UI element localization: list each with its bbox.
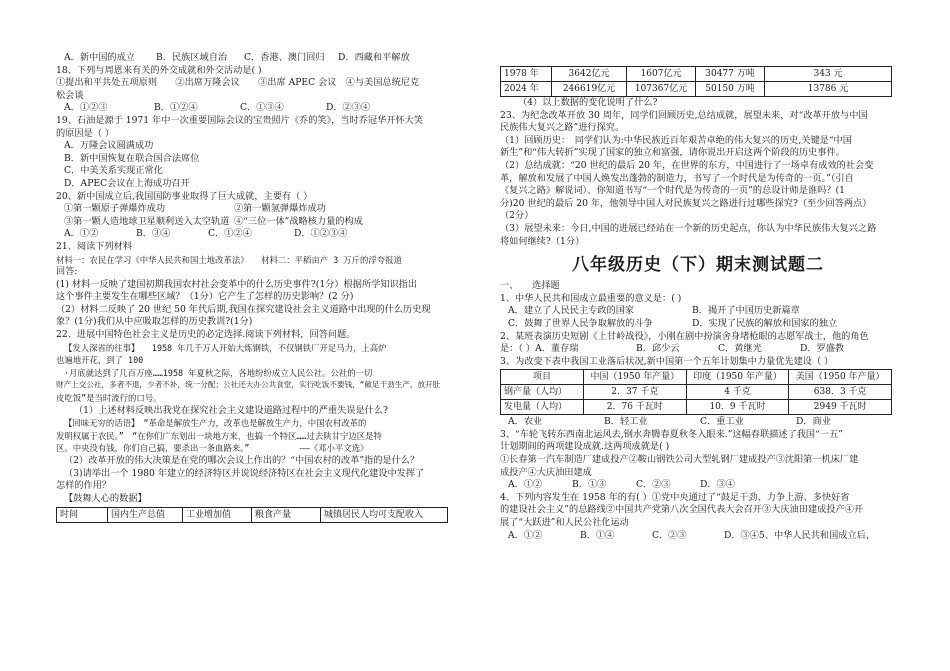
left-page <box>56 52 452 523</box>
q20-items-1 <box>56 203 452 216</box>
q23-sub3: （3）展望未来：今日,中国的进展已经站在一个新的历史起点，你认为中华民族伟大复兴之路 <box>500 222 877 234</box>
p2-option-d: D．罗盛教 <box>800 343 845 355</box>
table-cell: 2949 千瓦时 <box>789 400 892 415</box>
q19-option-c: C．中美关系实现正常化 <box>64 165 163 177</box>
p1-option-b: B．揭开了中国历史新篇章 <box>692 305 800 317</box>
q21-sub1-cont: 这个事件主要发生在哪些区域？（1分）它产生了怎样的历史影响？(2 分) <box>56 291 354 303</box>
q22-material-1d: 财产上交公社，多者不退，少者不补，统一分配；公社还大办公共食堂，实行吃饭不要钱，“敞足干劲生产，放开肚 <box>56 380 441 390</box>
p3b-option-b: B．①③ <box>572 479 607 491</box>
p3b-items: ①长春第一汽车制造厂建成投产②鞍山钢铁公司大型轧钢厂建成投产③沈阳第一机床厂建 <box>500 454 859 466</box>
p3b-option-a: A．①② <box>508 479 543 491</box>
q22-sub3: （3)请举出一个 1980 年建立的经济特区并说说经济特区在社会主义现代化建设中发挥了 <box>64 467 425 479</box>
q22-sub1: （1）上述材料反映出我党在探究社会主义建设道路过程中的严重失误是什么? <box>74 404 388 416</box>
q17-option-b: B．民族区域自治 <box>156 52 228 63</box>
q22-material-2c: 区。中央没有钱，你们自己搞，要杀出一条血路来。” ——《邓小平文选》 <box>56 443 369 454</box>
p1-options-2 <box>500 318 896 331</box>
table-cell: 13786 元 <box>765 82 892 97</box>
p3-option-b: B．轻工业 <box>604 416 648 428</box>
data-table-body <box>500 66 892 97</box>
p3-options <box>500 416 896 429</box>
q20-item-3: ③第一颗人造地球卫星顺利送入太空轨道 <box>64 215 230 227</box>
q20-options <box>56 228 452 241</box>
q22-material-2b: 发明权属于农民。” “在你们广东划出一块地方来，也搞一个特区……过去陕甘宁边区是特 <box>56 430 382 441</box>
p4-stem: 4、下列内容发生在 1958 年的有( ）①党中央通过了“鼓足干劲、力争上游、多快好省 <box>500 491 850 503</box>
table-cell: 246619亿元 <box>552 82 627 97</box>
p2-option-a: 是：（ ）A．董存瑞 <box>500 343 579 355</box>
q21-sub2-cont: 象？(1分)我们从中应吸取怎样的历史教训?(1分) <box>56 316 253 328</box>
table-cell: 1978 年 <box>501 67 552 82</box>
q23-sub2-c: 《复兴之路》解说词）、你知道书写“一个时代是为传奇的一页”的总设计师是谁吗？(1 <box>500 185 845 197</box>
q22-material-2: 【回味无穷的话语】 “革命是解放生产力，改革也是解放生产力，中国农村改革的 <box>64 418 367 429</box>
q20-item-1: ①第一颗原子弹爆炸成功 <box>64 203 166 215</box>
p4-stem-b: 的建设社会主义”的总路线②中国共产党第八次全国代表大会召开③大庆油田建成投产④开 <box>500 504 864 516</box>
q22-stem: 22、进展中国特色社会主义是历史的必定选择.阅读下列材料，回答问题。 <box>56 329 356 341</box>
q22-material-1c: ·月底就达到了几百万座……1958 年夏秋之际，各地纷纷成立人民公社。公社的一切 <box>64 367 373 378</box>
table-header-cell: 工业增加值 <box>183 508 252 523</box>
q21-materials: 材料一：农民在学习《中华人民共和国土地改革法》 材料二：平稻亩产 3 万斤的浮夸报道 <box>56 254 402 265</box>
q17-option-d: D．西藏和平解放 <box>338 52 410 63</box>
table-cell: 1607亿元 <box>627 67 696 82</box>
q18-option-c: C．①③④ <box>240 102 284 114</box>
p1-stem: 1、中华人民共和国成立最重要的意义是：( ) <box>500 292 682 304</box>
table-header-cell: 城镇居民人均可支配收入 <box>321 508 448 523</box>
table-row <box>501 370 892 385</box>
q23-sub1: （1）回顾历史： 同学们认为:中华民族近百年艰苦卓绝的伟大复兴的历史,关键是“中国 <box>500 134 852 146</box>
q21-stem: 21、阅读下列材料 <box>56 240 133 252</box>
p3-stem: 3、为改变下表中我国工业落后状况,新中国第一个五年计划集中力量优先建设（ ） <box>500 355 834 367</box>
q23-stem-cont: 民族伟大复兴之路”进行探究。 <box>500 122 625 134</box>
q20-option-d: D．①②③④ <box>294 228 348 240</box>
exam-title: 八年级历史（下）期末测试题二 <box>572 255 824 276</box>
table-row <box>501 82 892 97</box>
q18-options <box>56 102 452 115</box>
p1-option-a: A．建立了人民民主专政的国家 <box>508 305 635 317</box>
table-cell: 发电量（人均） <box>501 400 584 415</box>
q23-sub3-cont: 将如何继续?（1分） <box>500 235 585 247</box>
q21-answer-label: 回答: <box>56 266 78 278</box>
p1-option-c: C．鼓舞了世界人民争取解放的斗争 <box>508 317 653 329</box>
data-table-header <box>56 507 448 523</box>
q20-option-a: A．①② <box>64 228 99 240</box>
right-page <box>500 66 896 542</box>
p4-option-a: A．①② <box>508 529 543 541</box>
p3b-stem: 3、“车轮飞转东西南北运风去,钢水奔腾春夏秋冬入眼来.”这幅春联描述了我国“一五” <box>500 428 843 440</box>
table-cell: 30477 万吨 <box>696 67 765 82</box>
p3b-items-cont: 成投产④大庆油田建成 <box>500 466 592 478</box>
q23-sub1-cont: 新生”和“伟大转折”实现了国家的独立和富强，请你说出开启这两个阶段的历史事件。 <box>500 147 845 159</box>
p2-stem: 2、某班表演历史短剧《上甘岭战役》，小刚在剧中扮演舍身堵枪眼的志愿军战士，他的角色 <box>500 330 869 342</box>
q22-sub2: （2）改革开放的伟大决策是在党的哪次会议上作出的？“中国农村的改革”指的是什么？ <box>64 455 420 466</box>
table-cell: 2．76 千瓦时 <box>584 400 687 415</box>
p3b-options <box>500 479 896 492</box>
q22-material-1b: 也遍地开花，到了 100 <box>56 355 144 366</box>
table-cell: 2．37 千克 <box>584 385 687 400</box>
p2-option-c: C．黄继光 <box>718 343 762 355</box>
p1-option-d: D．实现了民族的解放和国家的独立 <box>692 317 838 329</box>
q17-options <box>56 52 452 65</box>
q20-option-b: B．③④ <box>136 228 171 240</box>
p2-options <box>500 343 896 356</box>
q18-items-cont: 松会谈 <box>56 89 84 101</box>
section-heading: 一、 选择题 <box>500 280 560 292</box>
table-header-cell: 美国（1950 年产量） <box>789 370 892 385</box>
table-header-cell: 时间 <box>57 508 108 523</box>
q20-option-c: C．①②④ <box>208 228 252 240</box>
p3-option-d: D．商业 <box>796 416 831 428</box>
q19-stem-cont: 的原因是（ ） <box>56 127 115 139</box>
q18-option-b: B．①②④ <box>154 102 198 114</box>
q22-material-1: 【发人深省的往事】 1958 年几千万人开始大炼钢铁，不仅钢铁厂开足马力，上高炉 <box>64 342 387 353</box>
p3-option-a: A．农业 <box>508 416 543 428</box>
q20-stem: 20、新中国成立后,我国国防事业取得了巨大成就，主要有（ ） <box>56 190 313 202</box>
table-header-cell: 项目 <box>501 370 584 385</box>
table-cell: 钢产量（人均） <box>501 385 584 400</box>
p4-option-c: C．②③ <box>652 529 687 541</box>
q20-item-2: ②第一颗氢弹爆炸成功 <box>234 203 326 215</box>
q18-stem: 18、下列与周恩来有关的外交成就和外交活动是( ) <box>56 64 262 76</box>
table-cell: 107367亿元 <box>627 82 696 97</box>
p4-option-b: B．①④ <box>580 529 615 541</box>
table-row <box>501 67 892 82</box>
p4-stem-c: 展了“大跃进”和人民公社化运动 <box>500 517 629 529</box>
q22-sub4: （4）以上数据的变化说明了什么? <box>518 97 658 108</box>
q23-sub2-d: 分)20 世纪的最后 20 年，他领导中国人对民族复兴之路进行过哪些探究?（至少回答两点） <box>500 197 872 209</box>
table-cell: 10．9 千瓦时 <box>686 400 789 415</box>
table-cell: 343 元 <box>765 67 892 82</box>
table-header-cell: 中国（1950 年产量） <box>584 370 687 385</box>
q19-option-b: B．新中国恢复在联合国合法席位 <box>64 152 200 164</box>
q18-option-a: A．①②③ <box>64 102 108 114</box>
q18-items: ①提出和平共处五项原则 ②出席万隆会议 ③出席 APEC 会议 ④与美国总统尼克 <box>56 77 420 89</box>
p4-options <box>500 530 896 543</box>
p2-option-b: B．邱少云 <box>636 343 680 355</box>
q20-items-2 <box>56 216 452 229</box>
q21-sub2: （2）材料二反映了 20 世纪 50 年代后期,我国在探究建设社会主义道路中出现的什么历史现 <box>56 303 431 315</box>
table-header-cell: 国内生产总值 <box>108 508 183 523</box>
p3-option-c: C．重工业 <box>700 416 744 428</box>
q22-data-heading: 【鼓舞人心的数据】 <box>64 492 147 504</box>
table-row <box>57 508 448 523</box>
q23-sub2-e: （2分） <box>500 210 534 222</box>
q19-option-a: A．万隆会议圆满成功 <box>64 140 154 152</box>
q23-sub2: （2）总结成就：“20 世纪的最后 20 年，在世界的东方，中国进行了一场卓有成效的社会变 <box>500 159 874 171</box>
table-cell: 2024 年 <box>501 82 552 97</box>
q23-sub2-b: 革，解放和发展了中国人焕发出蓬勃的制造力，书写了一个时代是为传奇的一页。”（引自 <box>500 172 854 184</box>
p3b-stem-cont: 计划期间的两项建设成就.这两项成就是( ) <box>500 441 670 453</box>
q19-stem: 19、石油是源于 1971 年中一次重要国际会议的宝贵照片《乔的笑》，当时乔冠华开怀大笑 <box>56 114 424 126</box>
table-header-cell: 粮食产量 <box>252 508 321 523</box>
table-row <box>501 400 892 415</box>
q21-sub1: (1) 材料一反映了建国初期我国农村社会变革中的什么历史事件?(1分）根据所学知识指出 <box>56 278 418 290</box>
q22-sub3-cont: 怎样的作用？ <box>56 480 112 492</box>
p3b-option-d: D．③④ <box>700 479 735 491</box>
industry-table <box>500 369 892 415</box>
p4-option-d: D．③④5、中华人民共和国成立后， <box>724 529 876 541</box>
q22-material-1e: 皮吃饭”是当时流行的口号。 <box>56 393 162 404</box>
q19-option-d: D．APEC会议在上海成功召开 <box>64 177 190 189</box>
q18-option-d: D．②③④ <box>326 102 371 114</box>
table-cell: 638．3 千克 <box>789 385 892 400</box>
p1-options-1 <box>500 305 896 318</box>
q17-option-a: A．新中国的成立 <box>64 52 135 63</box>
q23-stem: 23、为纪念改革开放 30 周年，同学们回顾历史,总结成就，展望未来，对“改革开放与中国 <box>500 109 868 121</box>
p3b-option-c: C．②③ <box>636 479 671 491</box>
table-cell: 3642亿元 <box>552 67 627 82</box>
q20-item-4: ④“三位一体”战略核力量的构成 <box>234 215 363 227</box>
table-cell: 50150 万吨 <box>696 82 765 97</box>
table-cell: 4 千克 <box>686 385 789 400</box>
q17-option-c: C．香港、澳门回归 <box>244 52 325 63</box>
table-header-cell: 印度（1950 年产量） <box>686 370 789 385</box>
table-row <box>501 385 892 400</box>
